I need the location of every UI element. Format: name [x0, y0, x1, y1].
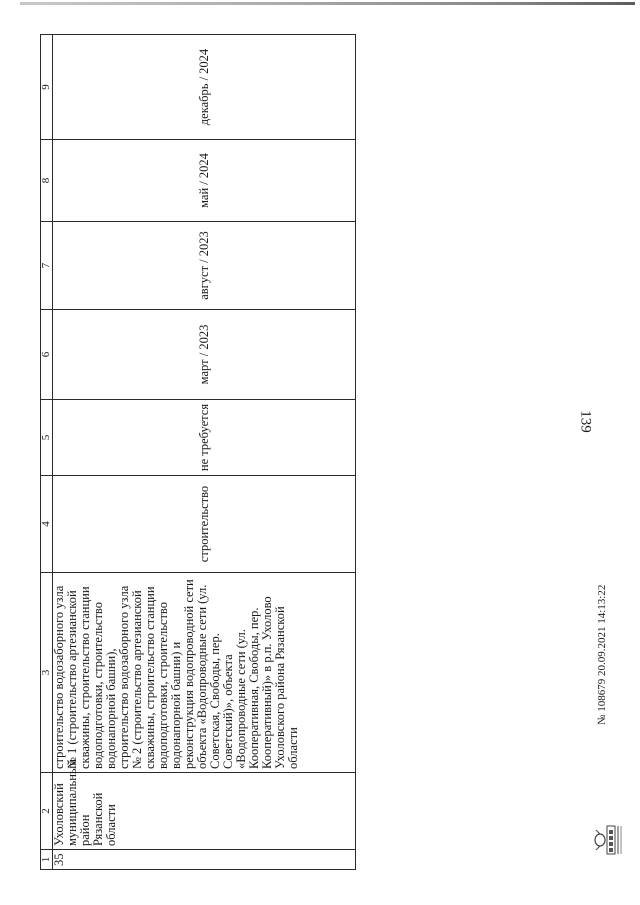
description-cell: строительство водозаборного узла № 1 (строительство артезианской скважины, строительство станции водоподготовки, строительство водонапорной башни), строительство водозаборного узла № 2 (строительство артезианской скважины, строительство станции водоподготовки, строительство водонапорной башни) и реконструкция водопроводной сети объекта «Водопроводные сети (ул. Советская, Свободы, пер. Советский)», объекта «Водопроводные сети (ул. Кооперативная, Свободы, пер. Кооперативный)» в р.п. Ухолово Ухоловского района Рязанской области — [53, 573, 356, 773]
col6-cell: март / 2023 — [53, 310, 356, 400]
col5-cell: не требуется — [53, 400, 356, 476]
column-number-row — [41, 35, 53, 870]
col-num-9: 9 — [41, 35, 53, 140]
emblem-stamp-icon — [588, 820, 628, 860]
col8-cell: май / 2024 — [53, 140, 356, 222]
col-num-8: 8 — [41, 140, 53, 222]
col-num-7: 7 — [41, 222, 53, 310]
scan-top-edge — [20, 2, 635, 5]
col-num-3: 3 — [41, 573, 53, 773]
col-num-4: 4 — [41, 476, 53, 573]
col-num-6: 6 — [41, 310, 53, 400]
col-num-1: 1 — [41, 850, 53, 870]
table-row — [53, 35, 356, 870]
page-number: 139 — [577, 410, 594, 433]
work-type-cell: строительство — [53, 476, 356, 573]
data-table — [40, 34, 356, 870]
document-registration-footer: № 108679 20.09.2021 14:13:22 — [596, 584, 608, 725]
col-num-2: 2 — [41, 773, 53, 850]
col-num-5: 5 — [41, 400, 53, 476]
rotated-table-container — [40, 35, 356, 870]
row-number: 35 — [53, 850, 356, 870]
col9-cell: декабрь / 2024 — [53, 35, 356, 140]
col7-cell: август / 2023 — [53, 222, 356, 310]
district-cell: Ухоловский муниципальный район Рязанской области — [53, 773, 356, 850]
